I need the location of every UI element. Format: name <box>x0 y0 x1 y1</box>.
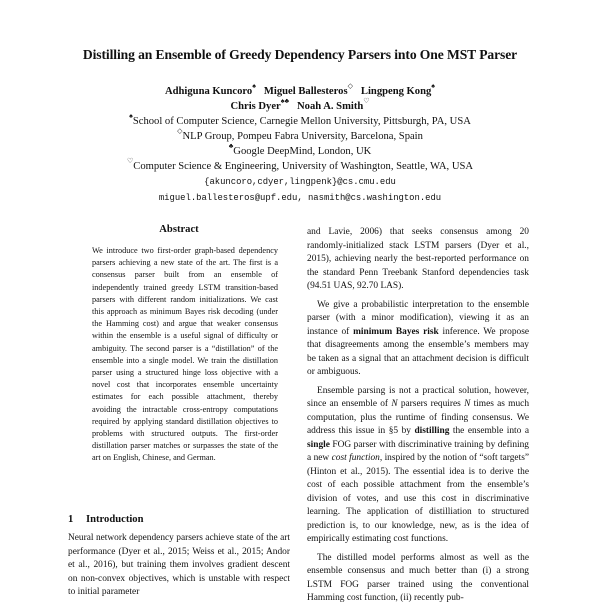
author-mark: ♠ <box>431 82 435 91</box>
author-name: Miguel Ballesteros <box>263 86 348 97</box>
affiliation-text: Google DeepMind, London, UK <box>233 146 372 157</box>
text-run: parsers requires <box>397 399 465 409</box>
text-run: Ensemble parsing is not a practical solution, however, since an ensemble of <box>307 385 529 409</box>
section-title: Introduction <box>86 514 144 525</box>
introduction-text <box>68 532 290 600</box>
affiliation-mark: ♠ <box>129 112 133 121</box>
author-block <box>60 84 540 206</box>
math-var: N <box>391 399 398 409</box>
text-run: FOG parser with discriminative training by defining a new <box>307 439 529 463</box>
section-number: 1 <box>68 514 74 525</box>
text-run: inference. We propose that disagreements among the ensemble’s members may be taken as a signal that an attachment decision is difficult or ambiguous. <box>307 326 530 377</box>
author-mark: ♡ <box>363 97 370 106</box>
text-run: the ensemble into a <box>449 426 529 436</box>
paragraph: The distilled model performs almost as well as the ensemble consensus and much better than (i) a strong LSTM FOG parser trained using the conventional Hamming cost function, (ii) recently pub- <box>307 552 529 603</box>
abstract-text: We introduce two first-order graph-based dependency parsers achieving a new state of the art. The first is a consensus parser built from an ensemble of independently trained greedy LSTM transition-based parsers with different random initializations. We cast this approach as minimum Bayes risk decoding (under the Hamming cost) and argue that weaker consensus within the ensemble is a useful signal of difficulty or ambiguity. The second parser is a “distillation” of the ensemble into a single model. We train the distillation parser using a structured hinge loss objective with a novel cost that incorporates ensemble uncertainty estimates for each possible attachment, thereby avoiding the intractable cross-entropy computations required by applying standard distillation objectives to problems with structured outputs. The first-order distillation parser matches or surpasses the state of the art on English, Chinese, and German. <box>92 246 278 463</box>
affiliation-mark: ♡ <box>126 157 134 166</box>
email-line: {akuncoro,cdyer,lingpenk}@cs.cmu.edu <box>204 177 396 187</box>
affiliation-mark: ◇ <box>177 127 183 136</box>
bold-term: single <box>307 439 330 450</box>
section-heading <box>68 514 290 525</box>
paragraph: and Lavie, 2006) that seeks consensus among 20 randomly-initialized stack LSTM parsers (Dyer et al., 2015), achieving nearly the best-reported performance on the standard Penn Treebank Stanford dependencies task (94.51 UAS, 92.70 LAS). <box>307 227 529 291</box>
math-var: N <box>464 399 471 409</box>
text-run: , inspired by the notion of “soft targets” (Hinton et al., 2015). The essential idea is to derive the cost of each possible attachment from the ensemble’s division of votes, and use this cost in discriminative learning. The application of distilliation to structured prediction is, to our knowledge, new, as is the idea of empirically estimating cost functions. <box>307 453 529 544</box>
author-mark: ◇ <box>347 82 353 91</box>
affiliation <box>60 159 540 174</box>
affiliation <box>60 114 540 129</box>
author-name: Lingpeng Kong <box>360 86 432 97</box>
text-run: We give a probabilistic interpretation to the ensemble parser (with a minor modification), viewing it as an instance of <box>307 299 529 337</box>
affiliation-text: NLP Group, Pompeu Fabra University, Barcelona, Spain <box>182 131 423 142</box>
author-name: Adhiguna Kuncoro <box>165 86 253 97</box>
paper-title: Distilling an Ensemble of Greedy Dependency Parsers into One MST Parser <box>82 47 518 62</box>
bold-term: minimum Bayes risk <box>353 326 439 337</box>
author-name: Noah A. Smith <box>297 101 364 112</box>
italic-term: cost function <box>331 453 380 463</box>
abstract-heading: Abstract <box>159 224 199 235</box>
paragraph <box>307 299 529 380</box>
text-run: times as much computation, plus the runtime of finding consensus. We address this issue in §5 by <box>307 399 530 436</box>
author-line-1 <box>60 84 540 99</box>
affiliation-mark: ♣ <box>228 142 234 151</box>
author-mark: ♠♣ <box>280 97 290 106</box>
right-column <box>307 226 529 611</box>
affiliation-text: Computer Science & Engineering, University of Washington, Seattle, WA, USA <box>133 161 474 172</box>
bold-term: distilling <box>414 426 450 436</box>
affiliation <box>60 129 540 144</box>
email-line: miguel.ballesteros@upf.edu, nasmith@cs.washington.edu <box>158 193 442 203</box>
paragraph: Neural network dependency parsers achieve state of the art performance (Dyer et al., 2015; Weiss et al., 2015; Andor et al., 2016), but training them involves gradient descent on non-convex objectives, which is unstable with respect to initial parameter <box>68 533 290 597</box>
author-mark: ♠ <box>252 82 256 91</box>
affiliation-text: School of Computer Science, Carnegie Mellon University, Pittsburgh, PA, USA <box>132 116 471 127</box>
paragraph <box>307 385 529 547</box>
author-name: Chris Dyer <box>230 101 281 112</box>
